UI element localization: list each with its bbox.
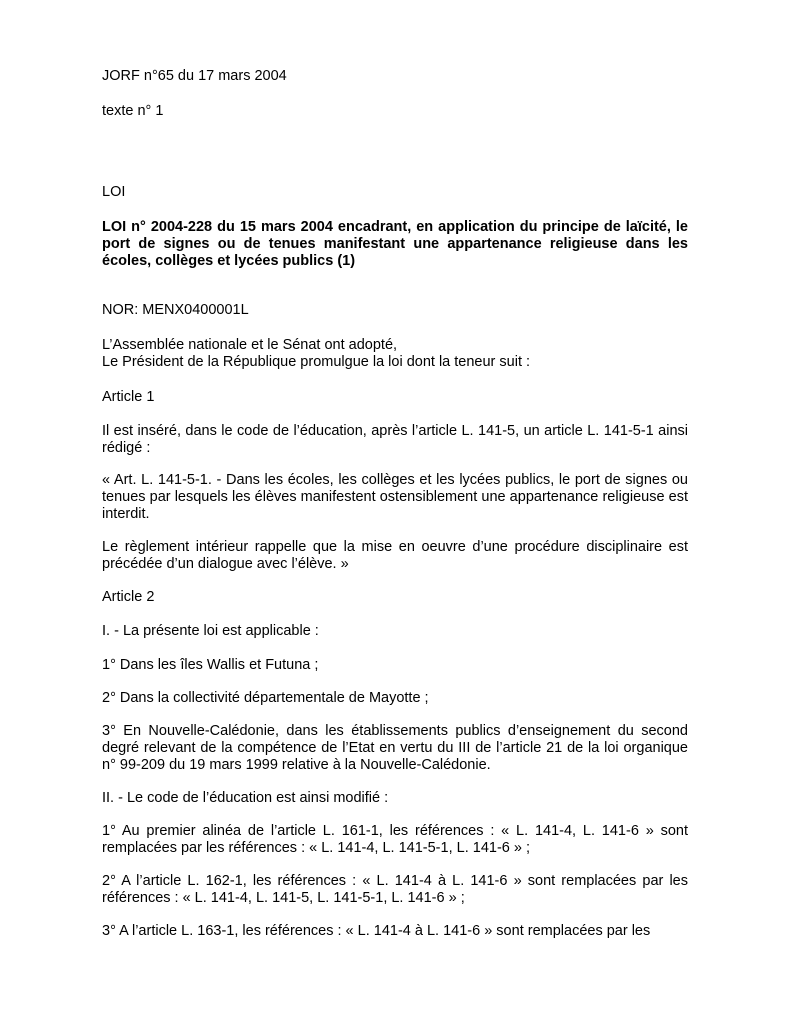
preamble-line-1: L’Assemblée nationale et le Sénat ont adopté, bbox=[102, 337, 398, 353]
article-2-ii-item-1: 1° Au premier alinéa de l’article L. 161-1, les références : « L. 141-4, L. 141-6 » sont remplacées par les références : « L. 141-4, L. 141-5-1, L. 141-6 » ; bbox=[102, 823, 688, 856]
preamble-line-2: Le Président de la République promulgue la loi dont la teneur suit : bbox=[102, 354, 531, 370]
article-1-paragraph-3: Le règlement intérieur rappelle que la mise en oeuvre d’une procédure disciplinaire est précédée d’un dialogue avec l’élève. » bbox=[102, 539, 688, 572]
article-2-heading: Article 2 bbox=[102, 589, 155, 605]
article-1-paragraph-1: Il est inséré, dans le code de l’éducation, après l’article L. 141-5, un article L. 141-5-1 ainsi rédigé : bbox=[102, 423, 688, 456]
article-2-section-ii: II. - Le code de l’éducation est ainsi modifié : bbox=[102, 790, 389, 806]
law-title: LOI n° 2004-228 du 15 mars 2004 encadrant, en application du principe de laïcité, le port de signes ou de tenues manifestant une appartenance religieuse dans les écoles, collèges et lycées publics (1) bbox=[102, 219, 688, 269]
texte-number: texte n° 1 bbox=[102, 103, 164, 119]
document-page bbox=[102, 0, 688, 1024]
article-2-ii-item-3: 3° A l’article L. 163-1, les références : « L. 141-4 à L. 141-6 » sont remplacées par les bbox=[102, 923, 651, 939]
article-1-heading: Article 1 bbox=[102, 389, 155, 405]
article-2-section-i: I. - La présente loi est applicable : bbox=[102, 623, 319, 639]
jorf-reference: JORF n°65 du 17 mars 2004 bbox=[102, 68, 287, 84]
document-type: LOI bbox=[102, 184, 126, 200]
article-2-item-3: 3° En Nouvelle-Calédonie, dans les établissements publics d’enseignement du second degré relevant de la compétence de l’Etat en vertu du III de l’article 21 de la loi organique n° 99-209 du 19 mars 1999 relative à la Nouvelle-Calédonie. bbox=[102, 723, 688, 773]
nor-reference: NOR: MENX0400001L bbox=[102, 302, 249, 318]
article-2-item-2: 2° Dans la collectivité départementale de Mayotte ; bbox=[102, 690, 429, 706]
article-2-ii-item-2: 2° A l’article L. 162-1, les références : « L. 141-4 à L. 141-6 » sont remplacées par les références : « L. 141-4, L. 141-5, L. 141-5-1, L. 141-6 » ; bbox=[102, 873, 688, 906]
article-2-item-1: 1° Dans les îles Wallis et Futuna ; bbox=[102, 657, 319, 673]
article-1-paragraph-2: « Art. L. 141-5-1. - Dans les écoles, les collèges et les lycées publics, le port de signes ou tenues par lesquels les élèves manifestent ostensiblement une appartenance religieuse est interdit. bbox=[102, 472, 688, 522]
